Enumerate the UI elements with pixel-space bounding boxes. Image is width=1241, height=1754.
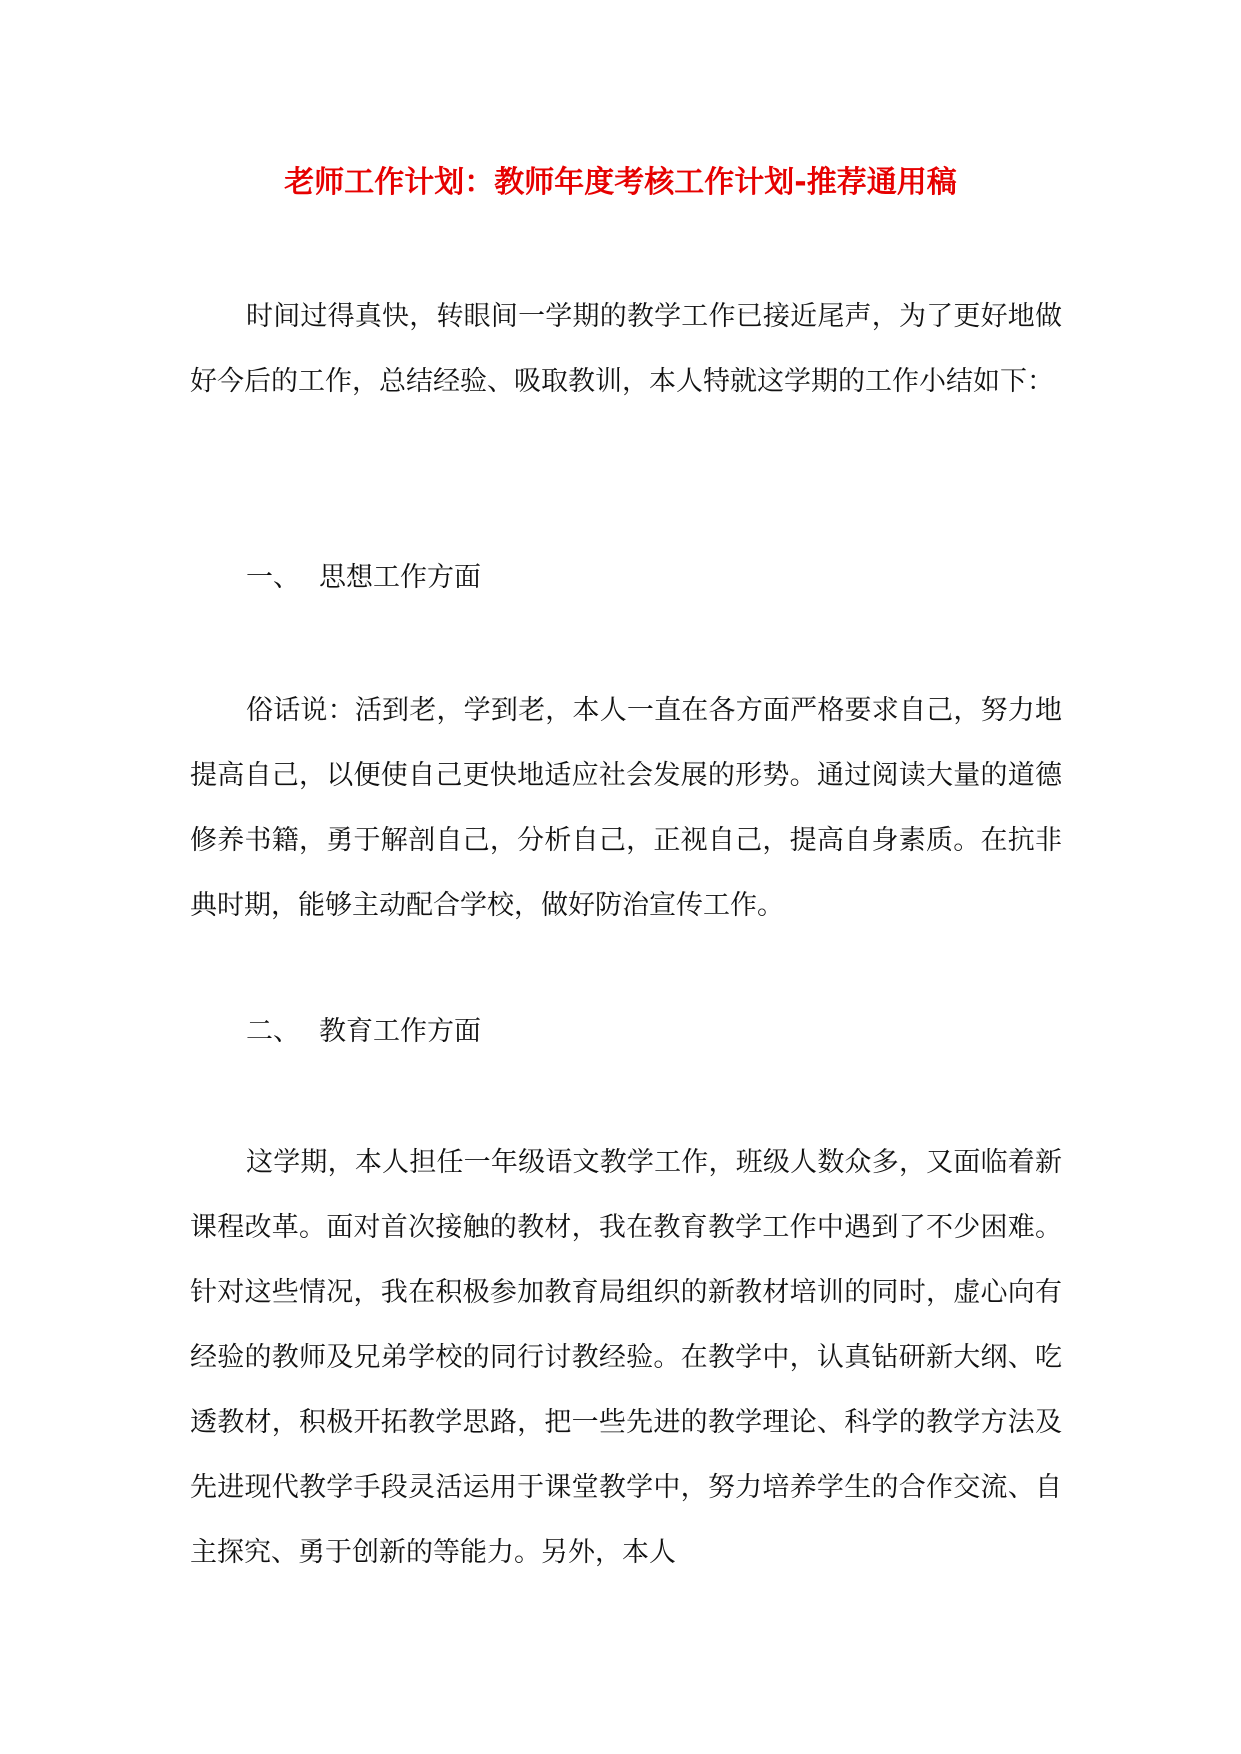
section-number: 一、 <box>246 562 300 593</box>
intro-paragraph: 时间过得真快，转眼间一学期的教学工作已接近尾声，为了更好地做好今后的工作，总结经验、吸取教训，本人特就这学期的工作小结如下： <box>190 301 1062 397</box>
thought-work-paragraph: 俗话说：活到老，学到老，本人一直在各方面严格要求自己，努力地提高自己，以便使自己更快地适应社会发展的形势。通过阅读大量的道德修养书籍，勇于解剖自己，分析自己，正视自己，提高自身素质。在抗非典时期，能够主动配合学校，做好防治宣传工作。 <box>190 695 1062 921</box>
section-title: 思想工作方面 <box>319 562 481 593</box>
section-title: 教育工作方面 <box>319 1016 481 1047</box>
document-title: 老师工作计划：教师年度考核工作计划-推荐通用稿 <box>284 165 957 200</box>
section-number: 二、 <box>246 1016 300 1047</box>
section-heading-thought <box>246 558 946 598</box>
education-work-paragraph: 这学期，本人担任一年级语文教学工作，班级人数众多，又面临着新课程改革。面对首次接触的教材，我在教育教学工作中遇到了不少困难。针对这些情况，我在积极参加教育局组织的新教材培训的同时，虚心向有经验的教师及兄弟学校的同行讨教经验。在教学中，认真钻研新大纲、吃透教材，积极开拓教学思路，把一些先进的教学理论、科学的教学方法及先进现代教学手段灵活运用于课堂教学中，努力培养学生的合作交流、自主探究、勇于创新的等能力。另外，本人 <box>190 1147 1062 1568</box>
section-heading-education <box>246 1012 946 1052</box>
